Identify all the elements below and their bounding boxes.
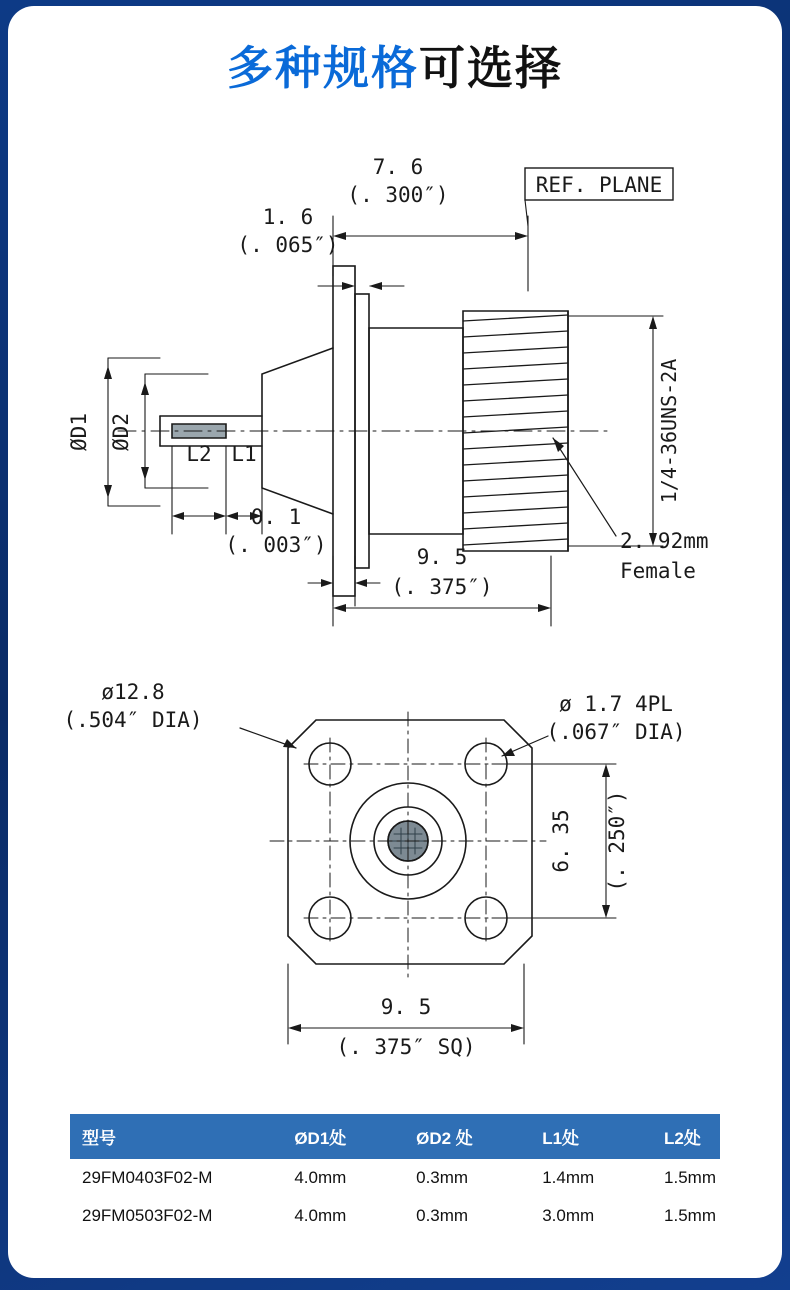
connector-type-line2: Female (620, 559, 696, 583)
table-header-row (70, 1114, 720, 1159)
dia-1-7-inch: (.067″ DIA) (546, 720, 686, 744)
dia-12-8-mm: ø12.8 (101, 680, 165, 704)
dim-9-5-mm-front: 9. 5 (380, 995, 432, 1019)
dim-9-5-inch-side: (. 375″) (391, 575, 493, 599)
dim-6-35-inch: (. 250″) (605, 790, 629, 892)
table-row (70, 1197, 720, 1235)
label-l1: L1 (231, 442, 257, 466)
dim-1-6-mm: 1. 6 (262, 205, 314, 229)
table-row (70, 1159, 720, 1197)
connector-type-line1: 2. 92mm (620, 529, 709, 553)
dim-9-5-inch-front: (. 375″ SQ) (336, 1035, 476, 1059)
cell-d2: 0.3mm (404, 1197, 530, 1235)
page-title-highlight: 多种规格 (227, 42, 419, 94)
technical-drawing (8, 116, 782, 1106)
dim-9-5-mm-side: 9. 5 (416, 545, 468, 569)
cell-d1: 4.0mm (282, 1197, 404, 1235)
dim-6-35-mm: 6. 35 (549, 809, 573, 873)
label-d2: ØD2 (109, 413, 133, 451)
dim-1-6-inch: (. 065″) (237, 233, 339, 257)
ref-plane-label: REF. PLANE (535, 173, 663, 197)
table-header-d1: ØD1处 (282, 1114, 404, 1159)
cell-model: 29FM0503F02-M (70, 1197, 282, 1235)
table-header-l2: L2处 (652, 1114, 720, 1159)
table-header-d2: ØD2 处 (404, 1114, 530, 1159)
dim-0-1-inch: (. 003″) (225, 533, 327, 557)
label-l2: L2 (186, 442, 212, 466)
content-card (8, 6, 782, 1278)
specification-table (70, 1114, 720, 1235)
table-header-l1: L1处 (530, 1114, 652, 1159)
cell-model: 29FM0403F02-M (70, 1159, 282, 1197)
dim-0-1-mm: 0. 1 (250, 505, 302, 529)
cell-l2: 1.5mm (652, 1159, 720, 1197)
cell-d2: 0.3mm (404, 1159, 530, 1197)
dia-1-7-mm: ø 1.7 4PL (559, 692, 673, 716)
label-d1: ØD1 (67, 413, 91, 451)
cell-d1: 4.0mm (282, 1159, 404, 1197)
dim-7-6-inch: (. 300″) (347, 183, 449, 207)
page-title-rest: 可选择 (419, 42, 563, 94)
cell-l1: 3.0mm (530, 1197, 652, 1235)
cell-l1: 1.4mm (530, 1159, 652, 1197)
cell-l2: 1.5mm (652, 1197, 720, 1235)
page-title (8, 32, 782, 98)
table-header-model: 型号 (70, 1114, 282, 1159)
dia-12-8-inch: (.504″ DIA) (63, 708, 203, 732)
dim-7-6-mm: 7. 6 (372, 155, 424, 179)
thread-spec-label: 1/4-36UNS-2A (657, 358, 681, 504)
